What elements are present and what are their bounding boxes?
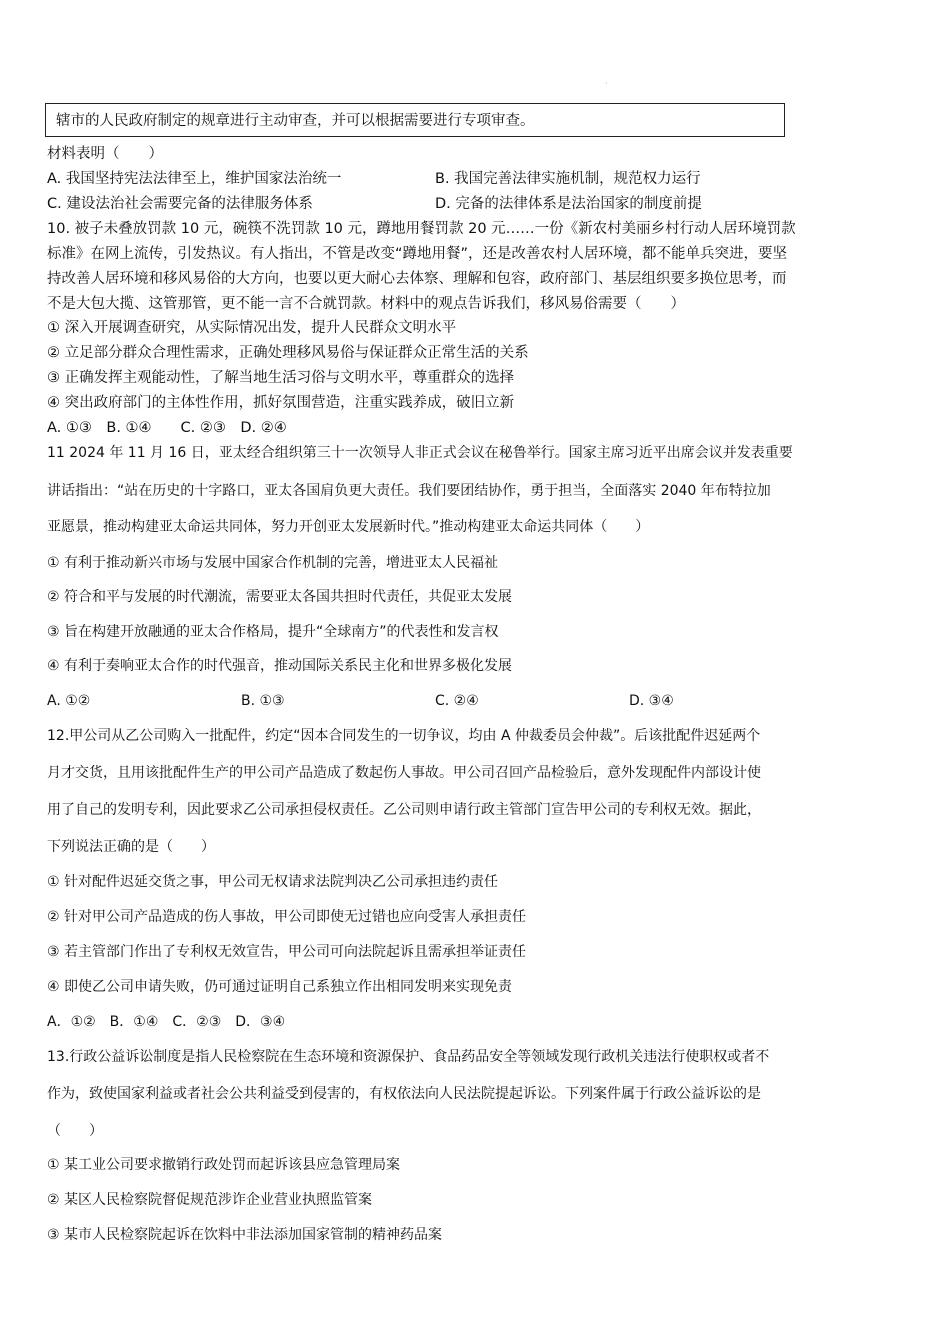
q10-stem-line-3: 持改善人居环境和移风易俗的大方向，也要以更大耐心去体察、理解和包容，政府部门、基层组织要多换位思考，而	[47, 271, 787, 287]
q12-stem-line-3: 用了自己的发明专利，因此要求乙公司承担侵权责任。乙公司则申请行政主管部门宣告甲公司的专利权无效。据此，	[47, 802, 761, 818]
q11-item-3: ③ 旨在构建开放融通的亚太合作格局，提升“全球南方”的代表性和发言权	[47, 624, 499, 640]
q9-option-d: D. 完备的法律体系是法治国家的制度前提	[435, 196, 702, 212]
q10-stem-line-2: 标准》在网上流传，引发热议。有人指出，不管是改变“蹲地用餐”，还是改善农村人居环境，都不能单兵突进，要坚	[47, 246, 788, 262]
q10-stem-line-1: 10. 被子未叠放罚款 10 元，碗筷不洗罚款 10 元，蹲地用餐罚款 20 元……一份《新农村美丽乡村行动人居环境罚款	[47, 221, 796, 237]
q12-item-3: ③ 若主管部门作出了专利权无效宣告，甲公司可向法院起诉且需承担举证责任	[47, 944, 526, 960]
q10-item-4: ④ 突出政府部门的主体性作用，抓好氛围营造，注重实践养成，破旧立新	[47, 395, 515, 411]
q13-stem-line-1: 13.行政公益诉讼制度是指人民检察院在生态环境和资源保护、食品药品安全等领域发现行政机关违法行使职权或者不	[47, 1049, 770, 1065]
q13-stem-line-2: 作为，致使国家利益或者社会公共利益受到侵害的，有权依法向人民法院提起诉讼。下列案件属于行政公益诉讼的是	[47, 1086, 761, 1102]
q9-stem: 材料表明（ ）	[47, 146, 163, 162]
q11-option-b: B. ①③	[241, 693, 285, 709]
q12-item-2: ② 针对甲公司产品造成的伤人事故，甲公司即使无过错也应向受害人承担责任	[47, 909, 526, 925]
q11-stem-line-3: 亚愿景，推动构建亚太命运共同体，努力开创亚太发展新时代。”推动构建亚太命运共同体（ ）	[47, 519, 650, 535]
q11-option-d: D. ③④	[629, 693, 674, 709]
q9-option-c: C. 建设法治社会需要完备的法律服务体系	[47, 196, 313, 212]
q10-item-1: ① 深入开展调查研究，从实际情况出发，提升人民群众文明水平	[47, 320, 457, 336]
q10-options: A. ①③ B. ①④ C. ②③ D. ②④	[47, 420, 287, 436]
q10-item-2: ② 立足部分群众合理性需求，正确处理移风易俗与保证群众正常生活的关系	[47, 345, 529, 361]
q11-option-c: C. ②④	[435, 693, 479, 709]
q13-item-3: ③ 某市人民检察院起诉在饮料中非法添加国家管制的精神药品案	[47, 1227, 442, 1243]
page-dot: ·	[605, 79, 608, 88]
q11-item-1: ① 有利于推动新兴市场与发展中国家合作机制的完善，增进亚太人民福祉	[47, 555, 498, 571]
q9-option-b: B. 我国完善法律实施机制，规范权力运行	[435, 171, 701, 187]
q12-item-4: ④ 即使乙公司申请失败，仍可通过证明自己系独立作出相同发明来实现免责	[47, 979, 512, 995]
q11-item-2: ② 符合和平与发展的时代潮流，需要亚太各国共担时代责任，共促亚太发展	[47, 589, 512, 605]
q11-item-4: ④ 有利于奏响亚太合作的时代强音，推动国际关系民主化和世界多极化发展	[47, 658, 512, 674]
q13-item-2: ② 某区人民检察院督促规范涉诈企业营业执照监管案	[47, 1192, 372, 1208]
q9-option-a: A. 我国坚持宪法法律至上，维护国家法治统一	[47, 171, 342, 187]
q12-stem-line-1: 12.甲公司从乙公司购入一批配件，约定“因本合同发生的一切争议，均由 A 仲裁委员会仲裁”。后该批配件迟延两个	[47, 728, 761, 744]
material-box: 辖市的人民政府制定的规章进行主动审查，并可以根据需要进行专项审查。	[45, 103, 785, 137]
q13-item-1: ① 某工业公司要求撤销行政处罚而起诉该县应急管理局案	[47, 1157, 400, 1173]
q10-item-3: ③ 正确发挥主观能动性，了解当地生活习俗与文明水平，尊重群众的选择	[47, 370, 515, 386]
q11-stem-line-2: 讲话指出：“站在历史的十字路口，亚太各国肩负更大责任。我们要团结协作，勇于担当，全面落实 2040 年布特拉加	[47, 483, 771, 499]
q12-options: A．①② B．①④ C．②③ D．③④	[47, 1014, 286, 1030]
q12-item-1: ① 针对配件迟延交货之事，甲公司无权请求法院判决乙公司承担违约责任	[47, 874, 498, 890]
q13-stem-line-3: （ ）	[47, 1123, 103, 1139]
q11-stem-line-1: 11 2024 年 11 月 16 日，亚太经合组织第三十一次领导人非正式会议在秘鲁举行。国家主席习近平出席会议并发表重要	[47, 445, 793, 461]
q12-stem-line-4: 下列说法正确的是（ ）	[47, 839, 215, 855]
q10-stem-line-4: 不是大包大揽、这管那管，更不能一言不合就罚款。材料中的观点告诉我们，移风易俗需要（ ）	[47, 296, 685, 312]
q11-option-a: A. ①②	[47, 693, 91, 709]
q12-stem-line-2: 月才交货，且用该批配件生产的甲公司产品造成了数起伤人事故。甲公司召回产品检验后，意外发现配件内部设计使	[47, 765, 761, 781]
